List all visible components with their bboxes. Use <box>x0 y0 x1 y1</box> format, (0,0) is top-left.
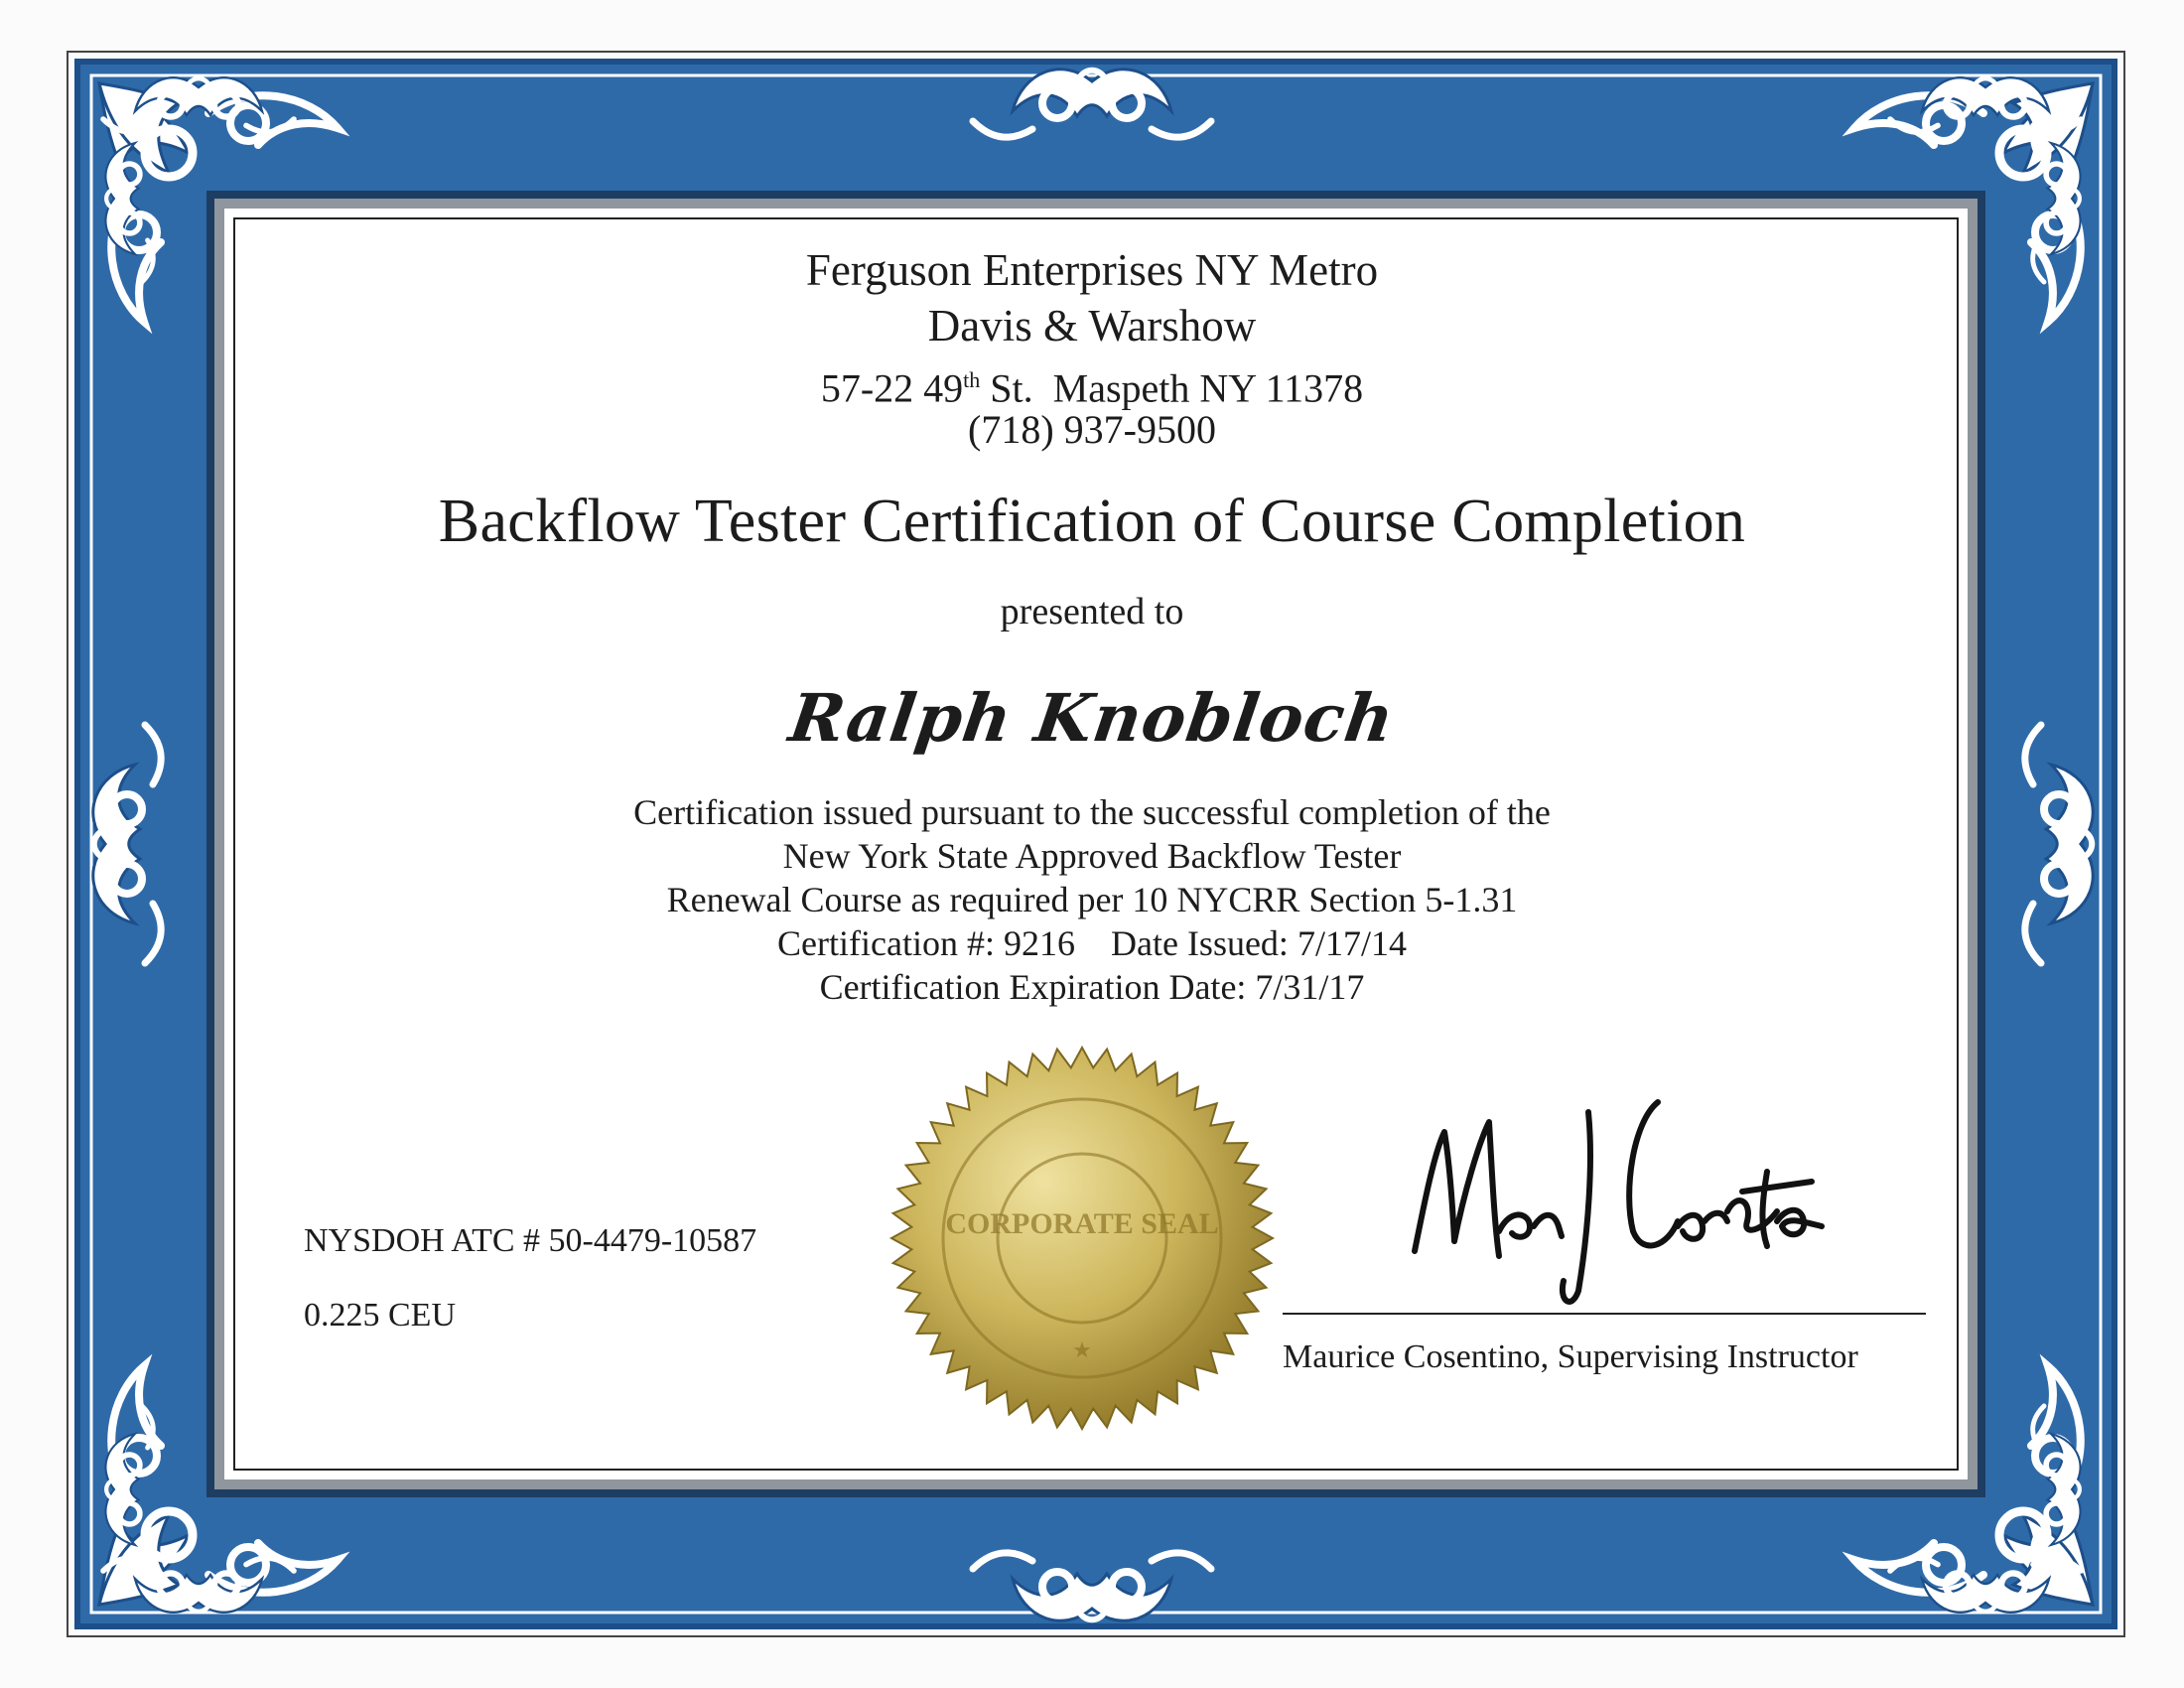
certification-details <box>0 921 2184 965</box>
cert-number-label: Certification #: <box>777 923 995 963</box>
issuer-phone: (718) 937-9500 <box>968 407 1216 452</box>
certificate-title: Backflow Tester Certification of Course Completion <box>438 488 1746 555</box>
statement-line-2: New York State Approved Backflow Tester <box>782 836 1402 876</box>
date-issued: 7/17/14 <box>1297 923 1407 963</box>
presented-to-label: presented to <box>1000 591 1184 633</box>
address-suffix: th <box>963 367 981 392</box>
recipient-name: Ralph Knobloch <box>784 679 1400 757</box>
date-issued-label: Date Issued: <box>1110 923 1289 963</box>
issuer-branch: Davis & Warshow <box>927 301 1257 351</box>
expiration-line <box>0 965 2184 1009</box>
cert-number: 9216 <box>1003 923 1075 963</box>
expiration-date: 7/31/17 <box>1255 967 1365 1007</box>
statement-line-1: Certification issued pursuant to the successful completion of the <box>633 792 1551 832</box>
address-number: 57-22 49 <box>820 365 964 411</box>
gold-seal-icon <box>884 1040 1281 1437</box>
expiration-label: Certification Expiration Date: <box>819 967 1247 1007</box>
seal-embossed-text: CORPORATE SEAL <box>945 1207 1219 1240</box>
svg-text:★: ★ <box>1072 1337 1092 1362</box>
instructor-caption: Maurice Cosentino, Supervising Instructor <box>1283 1338 1858 1375</box>
issuer-company: Ferguson Enterprises NY Metro <box>805 245 1379 295</box>
nysdoh-atc-number: NYSDOH ATC # 50-4479-10587 <box>304 1222 757 1259</box>
signature-line <box>1283 1313 1926 1315</box>
address-rest: St. Maspeth NY 11378 <box>980 365 1364 411</box>
statement-line-3: Renewal Course as required per 10 NYCRR Section 5-1.31 <box>666 880 1518 919</box>
instructor-signature <box>1385 1062 1881 1311</box>
ceu-credits: 0.225 CEU <box>304 1297 456 1334</box>
